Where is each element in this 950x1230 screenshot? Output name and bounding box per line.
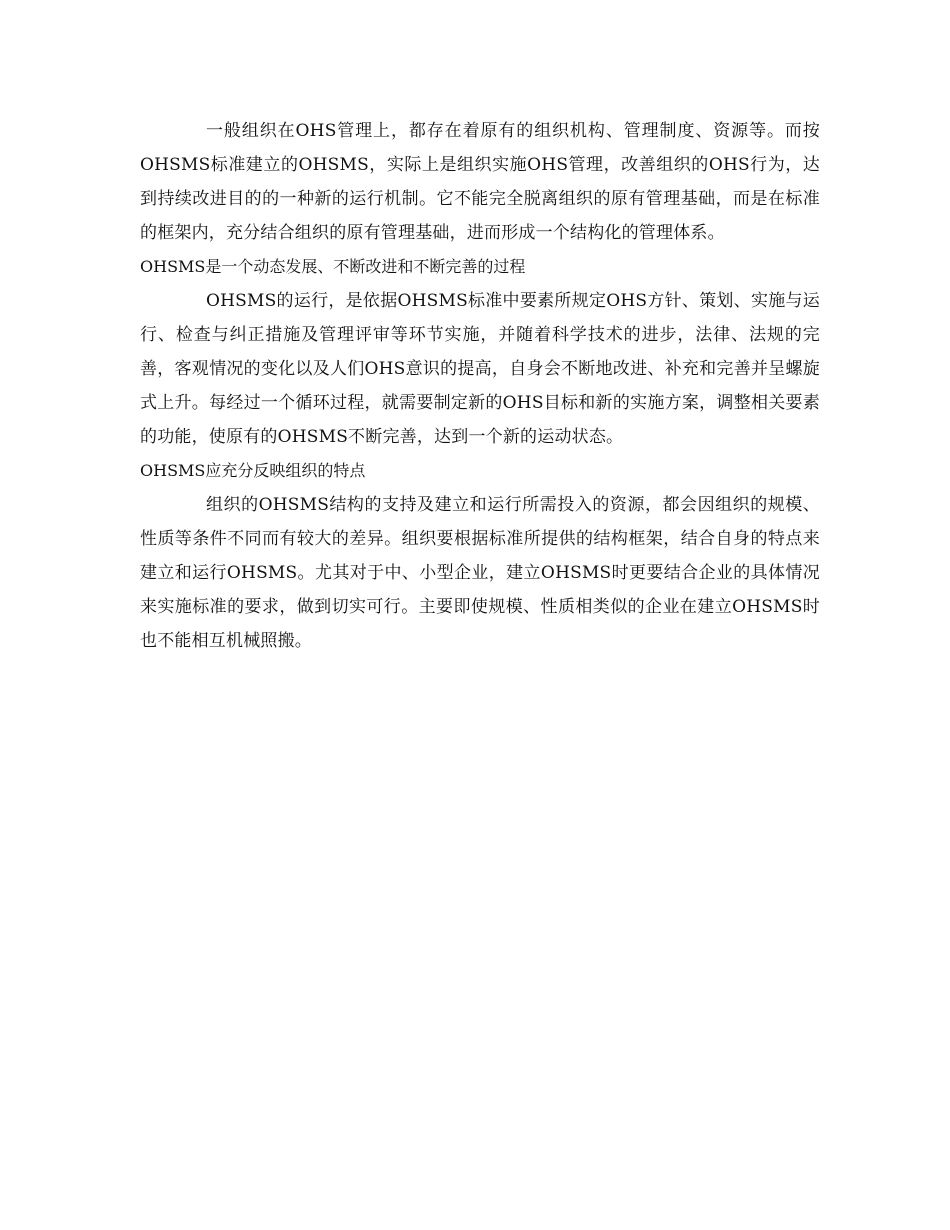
paragraph-intro: 一般组织在OHS管理上，都存在着原有的组织机构、管理制度、资源等。而按OHSMS标准建立的OHSMS，实际上是组织实施OHS管理，改善组织的OHS行为，达到持续改进目的的一种新的运行机制。它不能完全脱离组织的原有管理基础，而是在标准的框架内，充分结合组织的原有管理基础，进而形成一个结构化的管理体系。 <box>140 121 820 243</box>
section-heading-characteristics: OHSMS应充分反映组织的特点 <box>140 461 366 480</box>
section-heading-dynamic: OHSMS是一个动态发展、不断改进和不断完善的过程 <box>140 257 526 276</box>
document-body <box>140 114 820 658</box>
paragraph-operation: OHSMS的运行，是依据OHSMS标准中要素所规定OHS方针、策划、实施与运行、检查与纠正措施及管理评审等环节实施，并随着科学技术的进步，法律、法规的完善，客观情况的变化以及人们OHS意识的提高，自身会不断地改进、补充和完善并呈螺旋式上升。每经过一个循环过程，就需要制定新的OHS目标和新的实施方案，调整相关要素的功能，使原有的OHSMS不断完善，达到一个新的运动状态。 <box>140 291 820 447</box>
paragraph-resources: 组织的OHSMS结构的支持及建立和运行所需投入的资源，都会因组织的规模、性质等条件不同而有较大的差异。组织要根据标准所提供的结构框架，结合自身的特点来建立和运行OHSMS。尤其对于中、小型企业，建立OHSMS时更要结合企业的具体情况来实施标准的要求，做到切实可行。主要即使规模、性质相类似的企业在建立OHSMS时也不能相互机械照搬。 <box>140 495 820 651</box>
